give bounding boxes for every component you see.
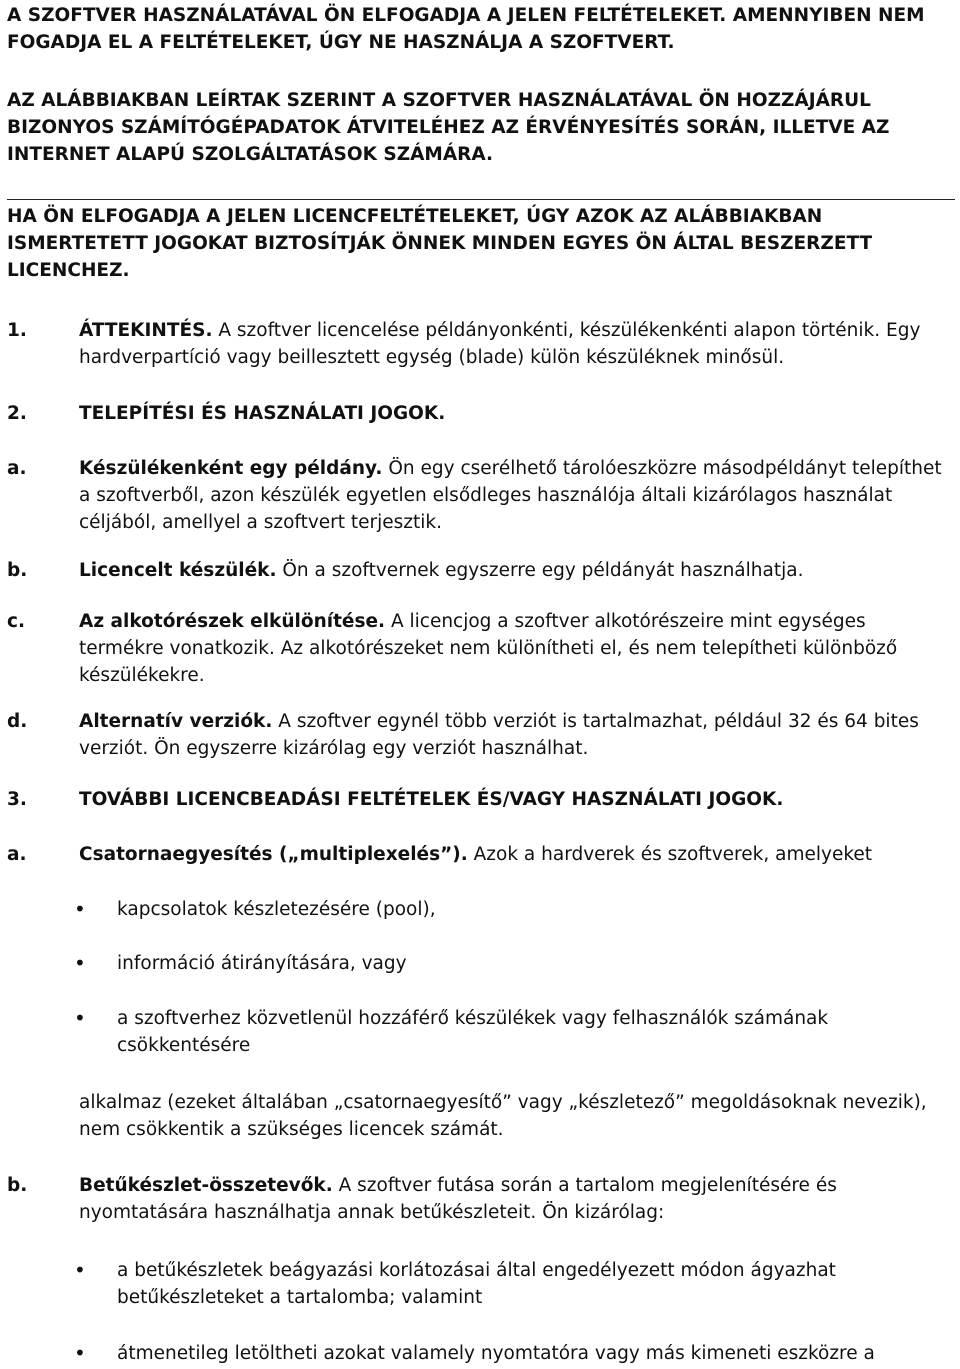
- section-1-body: [79, 317, 952, 371]
- section-3-title: TOVÁBBI LICENCBEADÁSI FELTÉTELEK ÉS/VAGY HASZNÁLATI JOGOK.: [79, 789, 784, 810]
- intro-paragraph-1: A SZOFTVER HASZNÁLATÁVAL ÖN ELFOGADJA A JELEN FELTÉTELEKET. AMENNYIBEN NEM FOGADJA EL A FELTÉTELEKET, ÚGY NE HASZNÁLJA A SZOFTVERT.: [7, 5, 925, 53]
- section-2-heading: [7, 400, 952, 427]
- section-3a: [7, 841, 952, 868]
- section-3b: [7, 1172, 952, 1226]
- intro-paragraph-3: HA ÖN ELFOGADJA A JELEN LICENCFELTÉTELEKET, ÚGY AZOK AZ ALÁBBIAKBAN ISMERTETETT JOGOKAT BIZTOSÍTJÁK ÖNNEK MINDEN EGYES ÖN ÁLTAL BESZERZETT LICENCHEZ.: [7, 206, 873, 281]
- bullet-icon: •: [74, 951, 86, 975]
- section-3b-bullet-1: a betűkészletek beágyazási korlátozásai által engedélyezett módon ágyazhat betűkészleteket a tartalomba; valamint: [117, 1260, 836, 1308]
- section-3a-after: alkalmaz (ezeket általában „csatornaegyesítő” vagy „készletező” megoldásoknak nevezik), nem csökkentik a szükséges licencek számát.: [79, 1092, 927, 1140]
- section-2b-label: b.: [7, 560, 28, 581]
- bullet-icon: •: [74, 1006, 86, 1030]
- section-2-title: TELEPÍTÉSI ÉS HASZNÁLATI JOGOK.: [79, 403, 446, 424]
- section-3b-label: b.: [7, 1175, 28, 1196]
- section-3a-bullet-2: információ átirányítására, vagy: [117, 953, 407, 974]
- section-2a-title: Készülékenként egy példány.: [79, 458, 383, 479]
- section-2d-title: Alternatív verziók.: [79, 711, 273, 732]
- bullet-icon: •: [74, 1341, 86, 1365]
- section-2d-label: d.: [7, 711, 28, 732]
- section-3b-bullet-2: átmenetileg letöltheti azokat valamely nyomtatóra vagy más kimeneti eszközre a: [117, 1343, 875, 1364]
- section-2d-text: A szoftver egynél több verziót is tartalmazhat, például 32 és 64 bites verziót. Ön egyszerre kizárólag egy verziót használhat.: [79, 711, 919, 759]
- section-2d: [7, 708, 952, 762]
- section-2b-text: Ön a szoftvernek egyszerre egy példányát használhatja.: [276, 560, 804, 581]
- section-3a-bullet-1: kapcsolatok készletezésére (pool),: [117, 899, 436, 920]
- section-3-number: 3.: [7, 789, 27, 810]
- section-1-number: 1.: [7, 320, 27, 341]
- section-3b-title: Betűkészlet-összetevők.: [79, 1175, 333, 1196]
- section-2c-title: Az alkotórészek elkülönítése.: [79, 611, 386, 632]
- section-3a-bullet-3: a szoftverhez közvetlenül hozzáférő készülékek vagy felhasználók számának csökkentésére: [117, 1008, 829, 1056]
- section-3b-text: A szoftver futása során a tartalom megjelenítésére és nyomtatására használhatja annak betűkészleteit. Ön kizárólag:: [79, 1175, 837, 1223]
- section-2b: [7, 557, 952, 584]
- section-2c: [7, 608, 952, 689]
- section-3a-label: a.: [7, 844, 27, 865]
- section-3a-text: Azok a hardverek és szoftverek, amelyeket: [467, 844, 873, 865]
- section-2b-title: Licencelt készülék.: [79, 560, 277, 581]
- section-2a-label: a.: [7, 458, 27, 479]
- section-1-title: ÁTTEKINTÉS.: [79, 320, 213, 341]
- section-2a-text: Ön egy cserélhető tárolóeszközre másodpéldányt telepíthet a szoftverből, azon készülék egyetlen elsődleges használója általi kizárólagos használat céljából, amellyel a szoftvert terjesztik.: [79, 458, 942, 533]
- divider: [7, 199, 955, 200]
- bullet-icon: •: [74, 897, 86, 921]
- section-2-number: 2.: [7, 403, 27, 424]
- section-2a: [7, 455, 952, 536]
- section-2c-label: c.: [7, 611, 25, 632]
- section-1: [7, 317, 952, 371]
- section-3-heading: [7, 786, 952, 813]
- intro-paragraph-2: AZ ALÁBBIAKBAN LEÍRTAK SZERINT A SZOFTVER HASZNÁLATÁVAL ÖN HOZZÁJÁRUL BIZONYOS SZÁMÍTÓGÉPADATOK ÁTVITELÉHEZ AZ ÉRVÉNYESÍTÉS SORÁN, ILLETVE AZ INTERNET ALAPÚ SZOLGÁLTATÁSOK SZÁMÁRA.: [7, 90, 890, 165]
- section-3a-title: Csatornaegyesítés („multiplexelés”).: [79, 844, 468, 865]
- section-1-text: A szoftver licencelése példányonkénti, készülékenkénti alapon történik. Egy hardverpartíció vagy beillesztett egység (blade) külön készüléknek minősül.: [79, 320, 921, 368]
- section-2c-text: A licencjog a szoftver alkotórészeire mint egységes termékre vonatkozik. Az alkotórészeket nem különítheti el, és nem telepítheti különböző készülékekre.: [79, 611, 898, 686]
- bullet-icon: •: [74, 1258, 86, 1282]
